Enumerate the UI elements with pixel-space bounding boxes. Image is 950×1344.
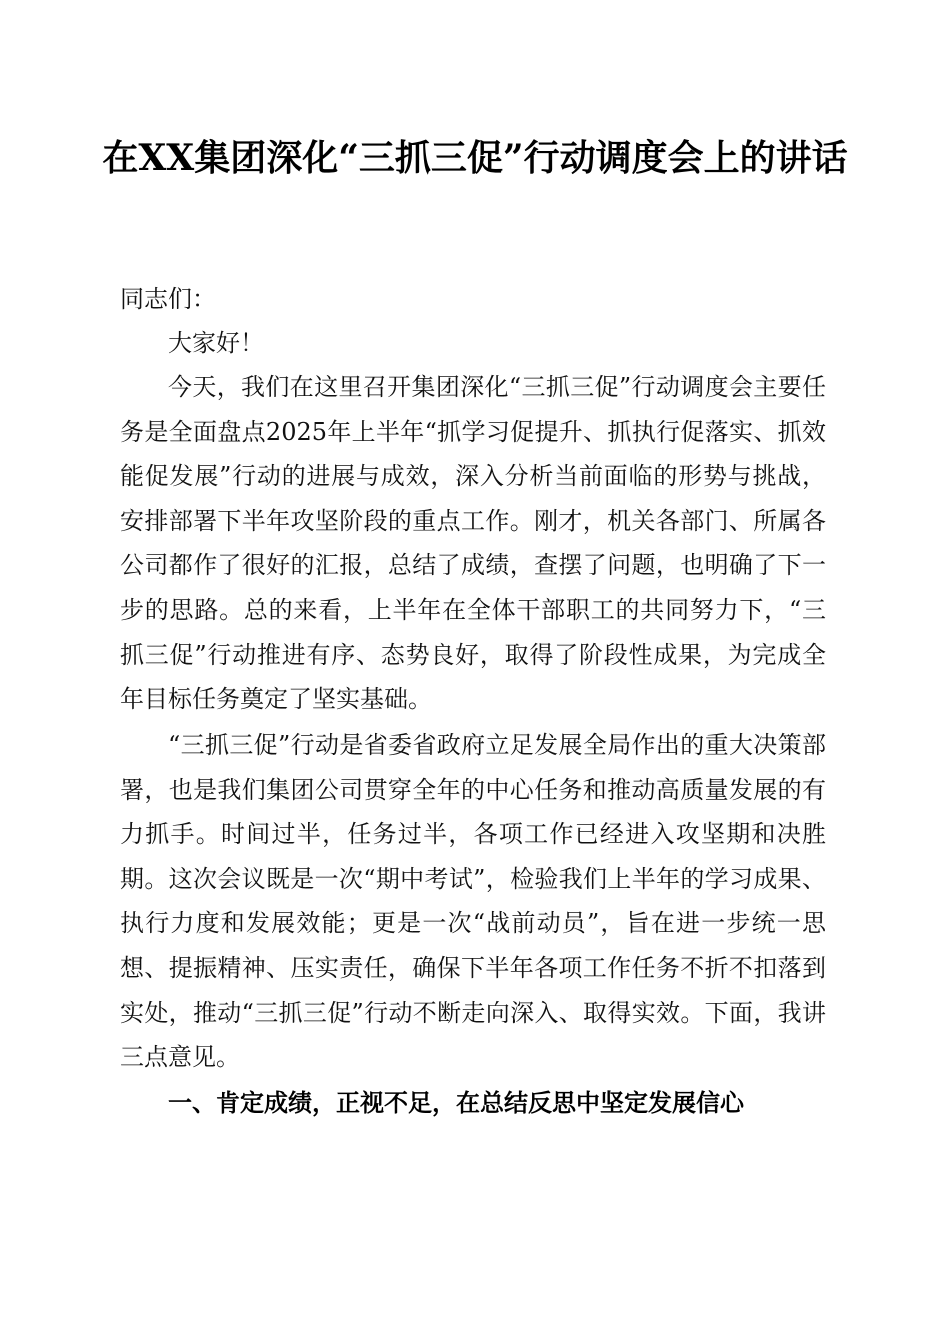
paragraph-1: 今天，我们在这里召开集团深化“三抓三促”行动调度会主要任务是全面盘点2025年上半年“抓学习促提升、抓执行促落实、抓效能促发展”行动的进展与成效，深入分析当前面临的形势与挑战，安排部署下半年攻坚阶段的重点工作。刚才，机关各部门、所属各公司都作了很好的汇报，总结了成绩，查摆了问题，也明确了下一步的思路。总的来看，上半年在全体干部职工的共同努力下，“三抓三促”行动推进有序、态势良好，取得了阶段性成果，为完成全年目标任务奠定了坚实基础。	[120, 373, 826, 714]
section-heading: 一、肯定成绩，正视不足，在总结反思中坚定发展信心	[168, 1089, 744, 1117]
paragraph-2: “三抓三促”行动是省委省政府立足发展全局作出的重大决策部署，也是我们集团公司贯穿全年的中心任务和推动高质量发展的有力抓手。时间过半，任务过半，各项工作已经进入攻坚期和决胜期。这次会议既是一次“期中考试”，检验我们上半年的学习成果、执行力度和发展效能；更是一次“战前动员”，旨在进一步统一思想、提振精神、压实责任，确保下半年各项工作任务不折不扣落到实处，推动“三抓三促”行动不断走向深入、取得实效。下面，我讲三点意见。	[120, 731, 826, 1072]
greeting: 大家好！	[168, 329, 264, 357]
document-title: 在XX集团深化“三抓三促”行动调度会上的讲话	[102, 137, 848, 179]
salutation: 同志们：	[120, 285, 216, 313]
